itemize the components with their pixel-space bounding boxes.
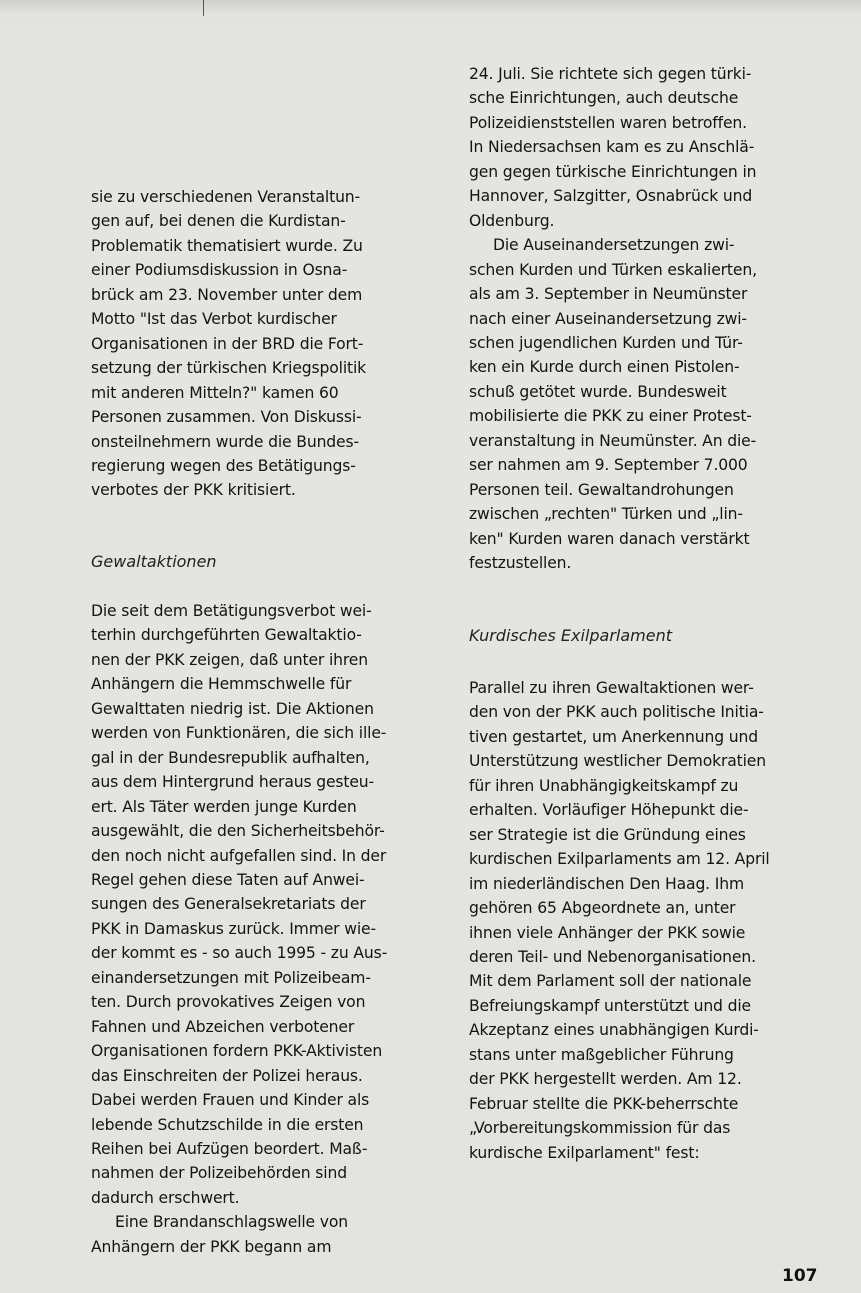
text-line: der kommt es - so auch 1995 - zu Aus- [91,944,388,963]
text-line: Personen zusammen. Von Diskussi- [91,408,362,427]
text-line: Die seit dem Betätigungsverbot wei- [91,602,372,620]
text-line: sungen des Generalsekretariats der [91,895,366,914]
text-line: PKK in Damaskus zurück. Immer wie- [91,919,376,938]
text-line: Befreiungskampf unterstützt und die [469,996,751,1015]
text-line: Akzeptanz eines unabhängigen Kurdi- [469,1021,759,1040]
text-line: mit anderen Mitteln?" kamen 60 [91,383,339,402]
text-line: aus dem Hintergrund heraus gesteu- [91,773,375,792]
text-line: tiven gestartet, um Anerkennung und [469,727,758,746]
text-line: Fahnen und Abzeichen verbotener [91,1017,355,1036]
text-line: sche Einrichtungen, auch deutsche [469,89,739,108]
text-line: 24. Juli. Sie richtete sich gegen türki- [469,65,752,83]
text-line: für ihren Unabhängigkeitskampf zu [469,776,739,795]
text-line: brück am 23. November unter dem [91,285,363,304]
text-line: lebende Schutzschilde in die ersten [91,1115,364,1134]
text-line: der PKK hergestellt werden. Am 12. [469,1070,742,1089]
text-line: ihnen viele Anhänger der PKK sowie [469,923,746,942]
text-line: veranstaltung in Neumünster. An die- [469,431,757,450]
text-line: ten. Durch provokatives Zeigen von [91,993,366,1012]
text-line: mobilisierte die PKK zu einer Protest- [469,407,752,426]
text-line: einandersetzungen mit Polizeibeam- [91,968,371,987]
text-line: erhalten. Vorläufiger Höhepunkt die- [469,801,749,820]
text-line: Mit dem Parlament soll der nationale [469,972,752,991]
text-line: gen auf, bei denen die Kurdistan- [91,212,346,231]
text-line: ser Strategie ist die Gründung eines [469,825,746,844]
text-line: Personen teil. Gewaltandrohungen [469,480,734,499]
text-line: nen der PKK zeigen, daß unter ihren [91,650,368,669]
text-line: Problematik thematisiert wurde. Zu [91,236,363,255]
text-line: „Vorbereitungskommission für das [469,1119,731,1138]
text-line: Die Auseinandersetzungen zwi- [493,236,735,255]
text-line: dadurch erschwert. [91,1188,240,1207]
text-line: Eine Brandanschlagswelle von [115,1213,349,1232]
text-line: gehören 65 Abgeordnete an, unter [469,899,736,918]
text-line: Gewalttaten niedrig ist. Die Aktionen [91,699,374,718]
text-line: festzustellen. [469,554,572,573]
text-line: schen jugendlichen Kurden und Tür- [469,333,743,352]
text-line: nahmen der Polizeibehörden sind [91,1164,347,1183]
text-line: nach einer Auseinandersetzung zwi- [469,309,747,328]
text-line: Organisationen fordern PKK-Aktivisten [91,1042,383,1061]
text-line: In Niedersachsen kam es zu Anschlä- [469,138,755,157]
section-heading-gewaltaktionen: Gewaltaktionen [91,552,217,571]
text-line: werden von Funktionären, die sich ille- [91,724,387,743]
left-paragraph-1 [91,185,451,503]
text-line: einer Podiumsdiskussion in Osna- [91,261,348,280]
text-line: Regel gehen diese Taten auf Anwei- [91,870,365,889]
text-line: Reihen bei Aufzügen beordert. Maß- [91,1139,368,1158]
crop-mark [203,0,204,16]
text-line: Dabei werden Frauen und Kinder als [91,1091,370,1110]
text-line: ken ein Kurde durch einen Pistolen- [469,358,740,377]
text-line: ausgewählt, die den Sicherheitsbehör- [91,822,385,841]
text-line: stans unter maßgeblicher Führung [469,1045,734,1064]
text-line: Anhängern der PKK begann am [91,1237,332,1256]
right-paragraph-3 [469,676,829,1165]
text-line: schuß getötet wurde. Bundesweit [469,382,727,401]
text-line: Oldenburg. [469,211,555,230]
text-line: schen Kurden und Türken eskalierten, [469,260,757,279]
text-line: Parallel zu ihren Gewaltaktionen wer- [469,679,754,697]
text-line: gal in der Bundesrepublik aufhalten, [91,748,370,767]
text-line: Organisationen in der BRD die Fort- [91,334,364,353]
text-line: Anhängern die Hemmschwelle für [91,675,352,694]
text-line: deren Teil- und Nebenorganisationen. [469,947,756,966]
text-line: ert. Als Täter werden junge Kurden [91,797,357,816]
text-line: onsteilnehmern wurde die Bundes- [91,432,359,451]
left-paragraph-2 [91,599,451,1259]
text-line: regierung wegen des Betätigungs- [91,456,356,475]
text-line: ken" Kurden waren danach verstärkt [469,529,750,548]
text-line: im niederländischen Den Haag. Ihm [469,874,745,893]
text-line: setzung der türkischen Kriegspolitik [91,359,367,378]
text-line: sie zu verschiedenen Veranstaltun- [91,188,361,206]
text-line: Unterstützung westlicher Demokratien [469,752,766,771]
text-line: Hannover, Salzgitter, Osnabrück und [469,187,753,206]
text-line: zwischen „rechten" Türken und „lin- [469,505,743,524]
text-line: Polizeidienststellen waren betroffen. [469,113,747,132]
text-line: den von der PKK auch politische Initia- [469,703,764,722]
text-line: terhin durchgeführten Gewaltaktio- [91,626,362,645]
text-line: Motto "Ist das Verbot kurdischer [91,310,337,329]
text-line: den noch nicht aufgefallen sind. In der [91,846,387,865]
text-line: Februar stellte die PKK-beherrschte [469,1094,739,1113]
text-line: kurdischen Exilparlaments am 12. April [469,850,770,869]
text-line: das Einschreiten der Polizei heraus. [91,1066,363,1085]
text-line: gen gegen türkische Einrichtungen in [469,162,757,181]
right-paragraph-1 [469,62,829,576]
section-heading-exilparlament: Kurdisches Exilparlament [469,626,673,645]
text-line: kurdische Exilparlament" fest: [469,1143,700,1162]
page-number: 107 [782,1266,818,1286]
text-line: verbotes der PKK kritisiert. [91,481,296,500]
text-line: ser nahmen am 9. September 7.000 [469,456,748,475]
text-line: als am 3. September in Neumünster [469,285,748,304]
